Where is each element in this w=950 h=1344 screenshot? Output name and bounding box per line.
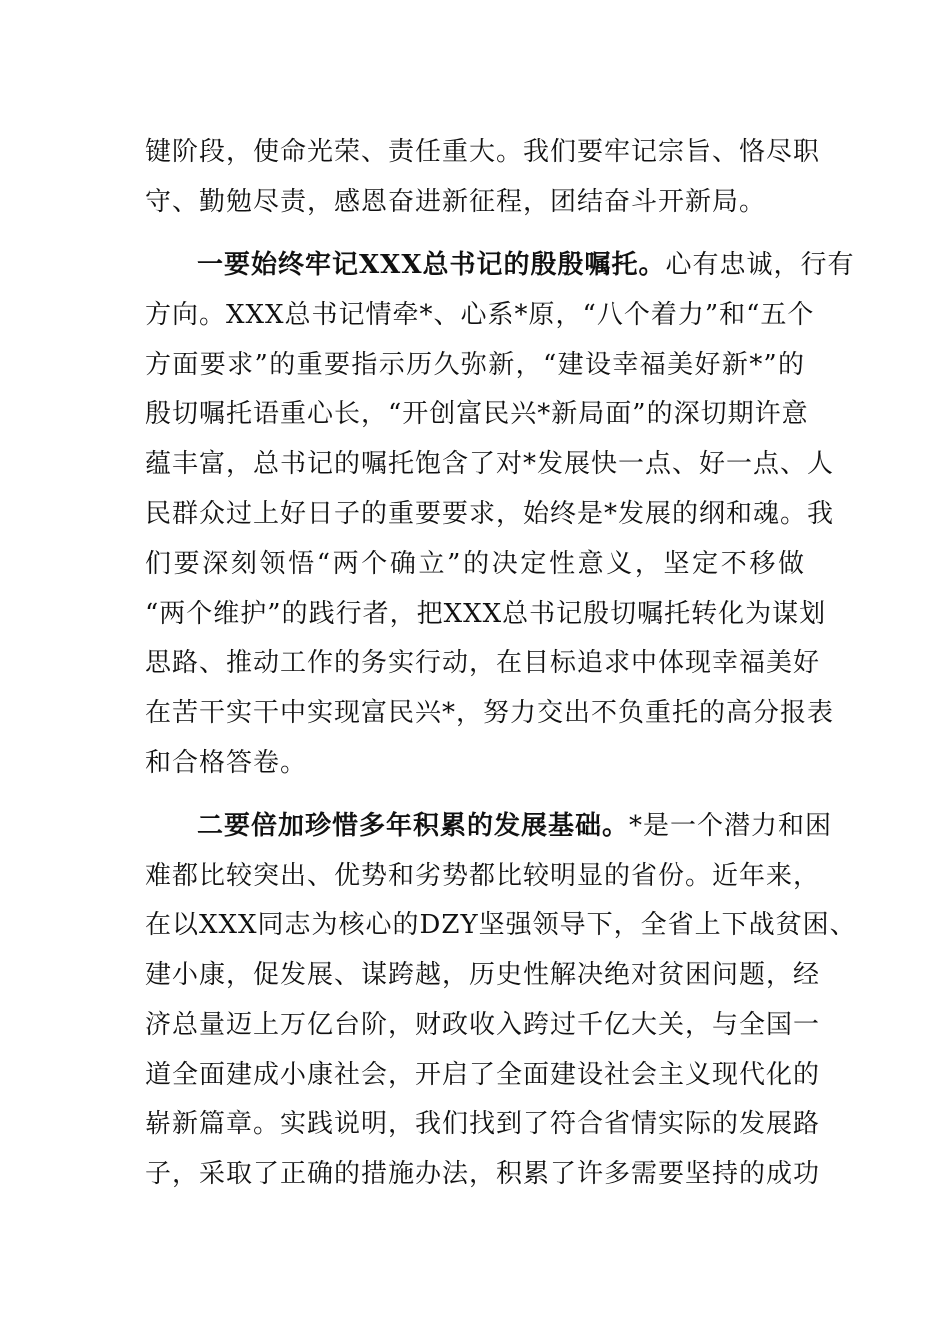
paragraph-first-line bbox=[197, 806, 833, 846]
paragraph-line: 们要深刻领悟“两个确立”的决定性意义，坚定不移做 bbox=[145, 549, 805, 579]
paragraph-line: 蕴丰富，总书记的嘱托饱含了对*发展快一点、好一点、人 bbox=[145, 449, 835, 479]
paragraph-line: 方面要求”的重要指示历久弥新，“建设幸福美好新*”的 bbox=[145, 350, 805, 380]
paragraph-line: 济总量迈上万亿台阶，财政收入跨过千亿大关，与全国一 bbox=[145, 1010, 821, 1040]
paragraph-line: 在以XXX同志为核心的DZY坚强领导下，全省上下战贫困、 bbox=[145, 910, 857, 940]
paragraph-line: 和合格答卷。 bbox=[145, 748, 308, 778]
paragraph-text: *是一个潜力和困 bbox=[629, 811, 833, 841]
paragraph-line: 子，采取了正确的措施办法，积累了许多需要坚持的成功 bbox=[145, 1159, 821, 1189]
paragraph-line: 难都比较突出、优势和劣势都比较明显的省份。近年来， bbox=[145, 861, 821, 891]
paragraph-line: 崭新篇章。实践说明，我们找到了符合省情实际的发展路 bbox=[145, 1109, 821, 1139]
paragraph-line: 方向。XXX总书记情牵*、心系*原，“八个着力”和“五个 bbox=[145, 300, 815, 330]
paragraph-line: 思路、推动工作的务实行动，在目标追求中体现幸福美好 bbox=[145, 648, 821, 678]
paragraph-line: 民群众过上好日子的重要要求，始终是*发展的纲和魂。我 bbox=[145, 499, 835, 529]
paragraph-line: 在苦干实干中实现富民兴*，努力交出不负重托的高分报表 bbox=[145, 698, 835, 728]
paragraph-line: “两个维护”的践行者，把XXX总书记殷切嘱托转化为谋划 bbox=[145, 599, 827, 629]
paragraph-line: 建小康，促发展、谋跨越，历史性解决绝对贫困问题，经 bbox=[145, 960, 821, 990]
paragraph-line: 键阶段，使命光荣、责任重大。我们要牢记宗旨、恪尽职 bbox=[145, 137, 821, 167]
section-heading: 二要倍加珍惜多年积累的发展基础。 bbox=[197, 811, 630, 841]
paragraph-line: 守、勤勉尽责，感恩奋进新征程，团结奋斗开新局。 bbox=[145, 187, 767, 217]
paragraph-first-line bbox=[197, 245, 855, 285]
paragraph-line: 殷切嘱托语重心长，“开创富民兴*新局面”的深切期许意 bbox=[145, 399, 809, 429]
section-heading: 一要始终牢记XXX总书记的殷殷嘱托。 bbox=[197, 250, 666, 280]
paragraph-text: 心有忠诚，行有 bbox=[665, 250, 855, 280]
paragraph-line: 道全面建成小康社会，开启了全面建设社会主义现代化的 bbox=[145, 1060, 821, 1090]
